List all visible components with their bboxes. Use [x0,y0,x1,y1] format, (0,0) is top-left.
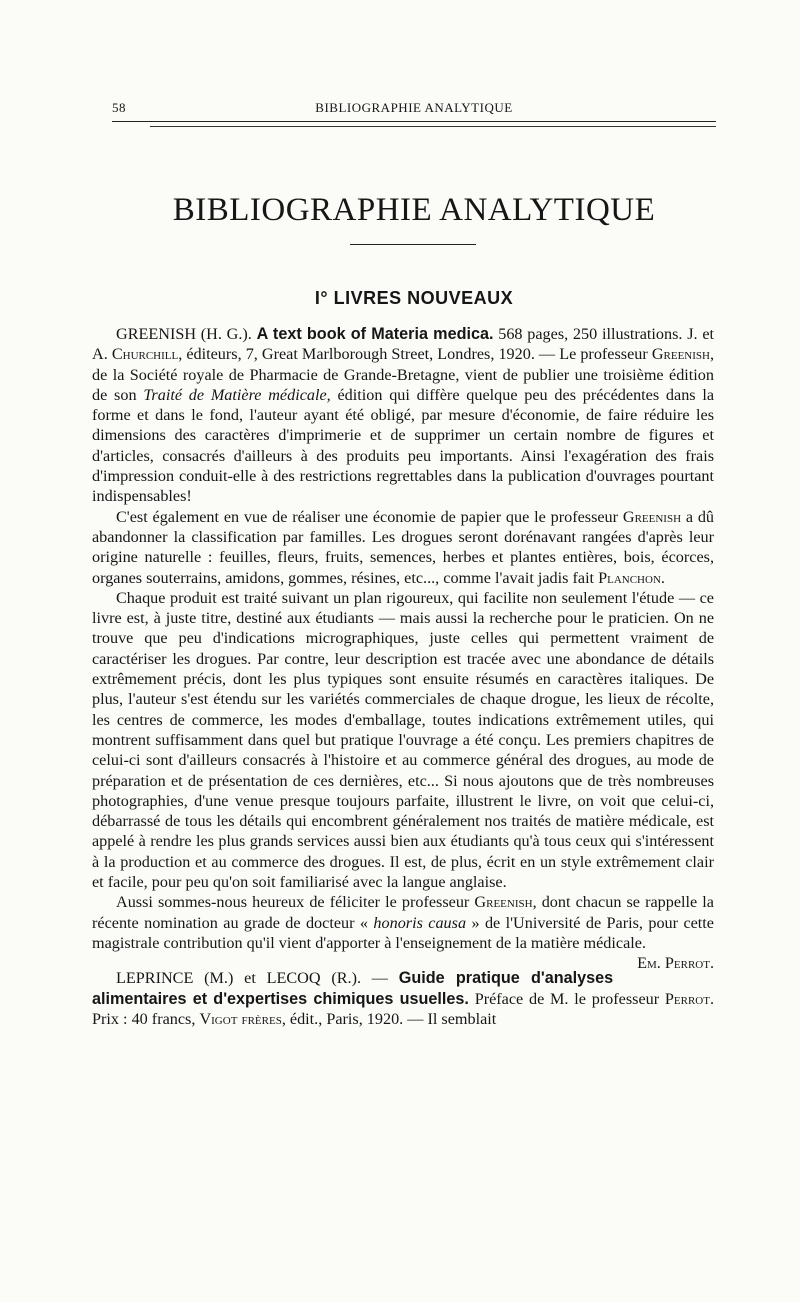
review2-book-title: Guide pratique d'analyses alimentaires et d'expertises chimiques usuelles. [92,969,614,1008]
review1-author-name: Greenish [474,893,533,912]
review1-honoris: honoris causa [373,913,467,932]
review1-paragraph-2 [92,507,714,588]
review1-publisher: Churchill [111,345,179,364]
review1-italic-title: Traité de Matière médicale, [143,385,331,404]
review1-text: , de la Société royale de Pharmacie de Grande-Bretagne, vient de publier une troisième édition de son [92,345,715,404]
review1-text: 568 pages, 250 illustrations. J. et A. [92,325,715,364]
page-title: BIBLIOGRAPHIE ANALYTIQUE [172,192,656,228]
review2-text: Préface de M. le professeur [474,989,660,1008]
article-body [92,324,714,1029]
review2-perrot: Perrot [664,989,710,1008]
review1-text: C'est également en vue de réaliser une économie de papier que le professeur [116,507,619,526]
review1-author: GREENISH (H. G.). [116,325,252,343]
header-rule-thick [112,121,716,122]
review1-book-title: A text book of Materia medica. [256,325,494,343]
review1-text: édition qui diffère quelque peu des précédentes dans la forme et dans le fond, l'auteur ayant été obligé, par mesure d'économie, de faire réduire les dimensions des caractères d'imprimerie et de supprimer un certain nombre de figures et d'articles, consacrés d'ailleurs à des produits peu importants. Ainsi l'exagération des frais d'impression conduit-elle à des restrictions regrettables dans la publication d'ouvrages pourtant indispensables! [92,385,715,506]
review1-signature: Em. Perrot. [637,954,714,973]
review1-paragraph-1 [92,324,714,507]
review2-text: , édit., Paris, 1920. — Il semblait [281,1009,497,1028]
page-number: 58 [112,100,126,115]
review2-authors: LEPRINCE (M.) et LECOQ (R.). — [116,969,388,988]
review1-planchon: Planchon [598,568,661,587]
review1-text: . [660,568,665,587]
review1-text: a dû abandonner la classification par familles. Les drogues seront dorénavant rangées d'après leur origine naturelle : feuilles, fleurs, fruits, semences, herbes et plantes entières, bois, écorces, organes souterrains, amidons, gommes, résines, etc..., comme l'avait jadis fait [92,507,715,587]
title-rule [350,244,476,245]
header-rule-thin [150,126,716,127]
review2-text: . Prix : 40 francs, [92,989,715,1028]
review1-author-name: Greenish [651,345,710,364]
review1-text: , dont chacun se rappelle la récente nomination au grade de docteur « [92,893,714,932]
review1-text: » de l'Université de Paris, pour cette magistrale contribution qu'il vient d'apporter à l'enseignement de la matière médicale. [92,913,714,952]
review1-paragraph-4 [92,892,714,973]
review1-paragraph-3: Chaque produit est traité suivant un plan rigoureux, qui facilite non seulement l'étude — ce livre est, à juste titre, destiné aux étudiants — mais aussi la recherche pour le praticien. On ne trouve que peu d'indications micrographiques, juste celles qui permettent vraiment de caractériser les drogues. Par contre, leur description est tracée avec une abondance de détails extrêmement précis, dont les plus typiques sont ensuite résumés en caractères italiques. De plus, l'auteur s'est étendu sur les variétés commerciales de chaque drogue, les lieux de récolte, les centres de commerce, les modes d'emballage, toutes indications extrêmement utiles, qui montrent suffisamment dans quel but pratique l'ouvrage a été conçu. Les premiers chapitres de celui-ci sont d'ailleurs consacrés à l'histoire et au commerce général des drogues, au mode de préparation et de présentation de ces dernières, etc... Si nous ajoutons que de très nombreuses photographies, d'une venue presque toujours parfaite, illustrent le livre, on voit que celui-ci, débarrassé de tous les détails qui encombrent généralement nos traités de matière médicale, est appelé à rendre les plus grands services aussi bien aux étudiants qu'à tous ceux qui s'intéressent à la production et au commerce des drogues. Il est, de plus, écrit en un style extrêmement clair et facile, pour peu qu'on soit familiarisé avec la langue anglaise. [92,588,714,892]
running-title: BIBLIOGRAPHIE ANALYTIQUE [315,100,513,115]
review1-text: , éditeurs, 7, Great Marlborough Street, Londres, 1920. — Le professeur [178,345,648,364]
review2-publisher: Vigot frères [199,1009,282,1028]
review1-author-name: Greenish [622,507,682,526]
review1-text: Aussi sommes-nous heureux de féliciter le professeur [116,893,470,912]
section-heading: I° LIVRES NOUVEAUX [314,288,514,308]
review2-paragraph [92,968,714,1029]
